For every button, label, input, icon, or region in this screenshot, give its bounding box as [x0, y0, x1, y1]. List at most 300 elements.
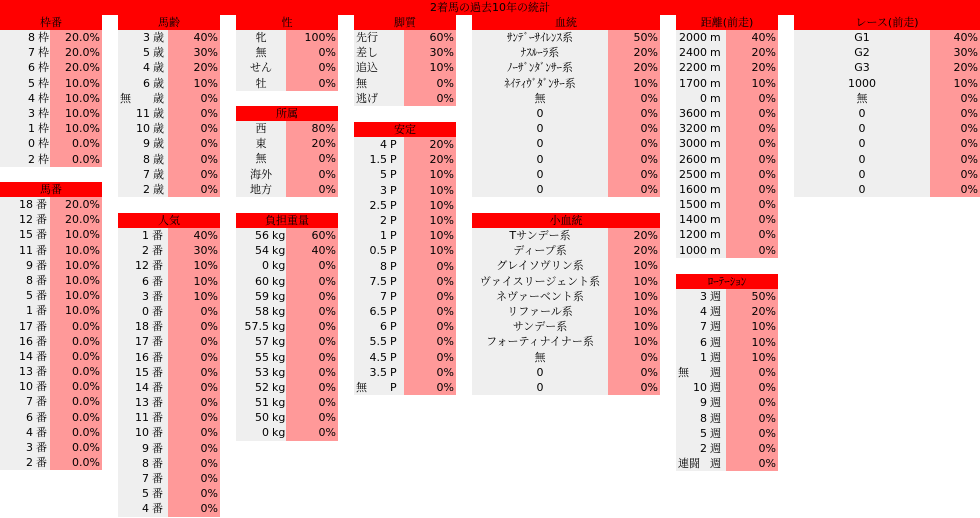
row-label [676, 243, 726, 258]
row-label [0, 379, 50, 394]
table-row [676, 304, 778, 319]
row-value: 15 [19, 228, 33, 242]
row-unit: 番 [36, 334, 47, 348]
row-label [354, 289, 404, 304]
row-value: 9 [700, 396, 707, 410]
row-label [0, 334, 50, 349]
table-row [472, 106, 660, 121]
row-unit: 番 [36, 258, 47, 272]
row-percent: 0% [608, 91, 660, 106]
row-percent: 20.0% [50, 30, 102, 45]
row-label: サンデー系 [472, 319, 608, 334]
table-row [118, 441, 220, 456]
row-percent: 0% [726, 365, 778, 380]
row-percent: 0% [286, 151, 338, 166]
row-label [0, 197, 50, 212]
row-value: 15 [135, 365, 149, 379]
row-percent: 0% [726, 441, 778, 456]
row-percent: 0% [404, 91, 456, 106]
row-unit: 週 [710, 290, 721, 303]
row-percent: 0% [726, 456, 778, 471]
table-row [118, 60, 220, 75]
row-percent: 40% [286, 243, 338, 258]
row-label [236, 334, 286, 349]
row-percent: 0% [286, 365, 338, 380]
table-row [118, 501, 220, 516]
row-percent: 0% [168, 350, 220, 365]
table-row [236, 258, 338, 273]
row-label [354, 183, 404, 198]
table-row [472, 289, 660, 304]
row-label [118, 91, 168, 106]
table-row [0, 379, 102, 394]
row-label [676, 197, 726, 212]
row-label [676, 45, 726, 60]
table-sex [236, 15, 338, 91]
row-label [676, 335, 726, 350]
row-percent: 0% [726, 243, 778, 258]
row-percent: 0% [286, 258, 338, 273]
row-value: 3600 [679, 106, 707, 120]
row-label [0, 60, 50, 75]
row-unit: 番 [36, 456, 47, 470]
table-row [236, 121, 338, 136]
row-unit: 枠 [38, 61, 49, 75]
table-row [118, 167, 220, 182]
row-unit: P [390, 153, 397, 167]
row-unit: m [710, 228, 721, 242]
table-row [236, 243, 338, 258]
row-unit: P [390, 259, 397, 273]
row-label: 牝 [236, 30, 286, 45]
row-value: 7.5 [369, 274, 387, 288]
row-label [0, 136, 50, 151]
row-label: 追込 [354, 60, 404, 75]
row-percent: 0% [168, 441, 220, 456]
table-row [472, 30, 660, 45]
table-row [472, 45, 660, 60]
row-label: G3 [794, 60, 930, 75]
row-percent: 0% [608, 152, 660, 167]
row-label: 0 [794, 106, 930, 121]
row-value: 1400 [679, 213, 707, 227]
row-label [676, 426, 726, 441]
table-row [354, 137, 456, 152]
table-row [118, 395, 220, 410]
row-percent: 20% [286, 136, 338, 151]
row-percent: 10.0% [50, 227, 102, 242]
row-value: 1 [700, 350, 707, 364]
table-row [0, 394, 102, 409]
row-value: 14 [135, 380, 149, 394]
row-percent: 0% [168, 304, 220, 319]
row-label: 無 [236, 151, 286, 166]
table-row [118, 121, 220, 136]
row-unit: kg [272, 335, 286, 349]
table-row [236, 30, 338, 45]
row-label [0, 91, 50, 106]
row-value: 14 [19, 349, 33, 363]
row-percent: 0% [726, 395, 778, 410]
table-row [236, 289, 338, 304]
table-row [676, 197, 778, 212]
row-label [118, 319, 168, 334]
row-label: 無 [354, 76, 404, 91]
row-label [118, 350, 168, 365]
table-antei [354, 122, 456, 395]
row-label [118, 228, 168, 243]
row-value: 7 [142, 472, 149, 485]
table-row [236, 151, 338, 166]
row-label [0, 243, 50, 258]
row-percent: 10.0% [50, 273, 102, 288]
row-label [354, 350, 404, 365]
row-label [0, 319, 50, 334]
row-percent: 10.0% [50, 121, 102, 136]
row-label [0, 212, 50, 227]
table-row [0, 273, 102, 288]
row-label [236, 228, 286, 243]
table-row [676, 243, 778, 258]
table-row [236, 45, 338, 60]
row-label [236, 304, 286, 319]
table-row [0, 76, 102, 91]
row-percent: 0% [168, 152, 220, 167]
row-label [676, 365, 726, 380]
table-row [0, 303, 102, 318]
row-percent: 0% [726, 227, 778, 242]
table-row [354, 319, 456, 334]
row-percent: 50% [608, 30, 660, 45]
row-label: 無 [472, 350, 608, 365]
table-row [794, 167, 980, 182]
row-value: 2 [143, 182, 150, 196]
row-unit: 番 [36, 319, 47, 333]
row-label [354, 137, 404, 152]
row-unit: kg [272, 380, 286, 394]
row-percent: 10% [404, 183, 456, 198]
row-unit: 週 [710, 381, 721, 395]
table-row [472, 334, 660, 349]
row-unit: P [390, 244, 397, 258]
row-percent: 0.0% [50, 425, 102, 440]
row-value: 3.5 [369, 365, 387, 379]
row-value: 3 [700, 290, 707, 303]
row-label [0, 106, 50, 121]
row-unit: m [710, 76, 721, 90]
row-unit: 番 [152, 380, 163, 394]
row-label: 西 [236, 121, 286, 136]
row-label [118, 136, 168, 151]
row-percent: 0% [404, 289, 456, 304]
row-unit: 番 [36, 349, 47, 363]
row-label [236, 258, 286, 273]
row-label: 海外 [236, 167, 286, 182]
row-value: 2 [26, 456, 33, 470]
row-label [118, 182, 168, 197]
row-unit: kg [272, 350, 286, 364]
row-label [118, 30, 168, 45]
row-unit: 番 [36, 395, 47, 409]
row-unit: 週 [710, 396, 721, 410]
row-unit: 番 [152, 259, 163, 273]
table-row [676, 91, 778, 106]
row-label: 牡 [236, 76, 286, 91]
row-value: 1700 [679, 76, 707, 90]
table-row [472, 319, 660, 334]
row-value: 2600 [679, 152, 707, 166]
table-row [676, 395, 778, 410]
row-value: 2 [142, 244, 149, 258]
row-percent: 0% [726, 106, 778, 121]
row-percent: 0% [168, 425, 220, 440]
row-label: ネヴァーベント系 [472, 289, 608, 304]
row-label [0, 425, 50, 440]
row-percent: 0% [726, 91, 778, 106]
row-value: 57.5 [244, 320, 269, 334]
row-percent: 0% [726, 136, 778, 151]
row-percent: 20% [726, 60, 778, 75]
row-unit: 歳 [153, 46, 164, 60]
row-label [0, 121, 50, 136]
row-label [118, 395, 168, 410]
row-percent: 10% [404, 213, 456, 228]
row-value: 0 [700, 91, 707, 105]
row-unit: P [390, 213, 397, 227]
row-value: 8 [142, 456, 149, 470]
row-label [676, 152, 726, 167]
row-percent: 0.0% [50, 455, 102, 470]
row-percent: 0% [608, 167, 660, 182]
row-unit: 週 [710, 335, 721, 349]
row-value: 1 [28, 122, 35, 136]
row-unit: 番 [36, 304, 47, 318]
row-percent: 0% [930, 182, 980, 197]
row-unit: 週 [710, 350, 721, 364]
row-label [676, 304, 726, 319]
row-label: Tサンデー系 [472, 228, 608, 243]
row-label [0, 227, 50, 242]
row-percent: 0.0% [50, 349, 102, 364]
table-row [0, 410, 102, 425]
table-row [472, 258, 660, 273]
row-value: 1600 [679, 182, 707, 196]
table-row [676, 411, 778, 426]
row-label [236, 350, 286, 365]
row-unit: 番 [152, 456, 163, 470]
row-label [676, 227, 726, 242]
row-value: 6 [26, 410, 33, 424]
row-percent: 20.0% [50, 45, 102, 60]
row-percent: 30% [930, 45, 980, 60]
row-percent: 0% [404, 76, 456, 91]
row-value: 13 [19, 365, 33, 379]
table-row [676, 45, 778, 60]
row-unit: 番 [152, 472, 163, 485]
row-percent: 0% [168, 501, 220, 516]
table-row [354, 350, 456, 365]
table-row [676, 335, 778, 350]
row-label [236, 365, 286, 380]
row-percent: 40% [930, 30, 980, 45]
row-percent: 0% [286, 380, 338, 395]
row-label [354, 319, 404, 334]
table-row [0, 197, 102, 212]
row-label: 先行 [354, 30, 404, 45]
table-row [118, 243, 220, 258]
row-value: 16 [19, 334, 33, 348]
row-percent: 0% [168, 167, 220, 182]
row-unit: 番 [36, 365, 47, 379]
table-row [472, 350, 660, 365]
row-percent: 0% [726, 380, 778, 395]
row-value: 2400 [679, 46, 707, 60]
table-row [676, 441, 778, 456]
row-label [676, 167, 726, 182]
row-unit: 歳 [153, 31, 164, 44]
row-percent: 0% [168, 456, 220, 471]
row-unit: m [710, 91, 721, 105]
table-header: 性 [236, 15, 338, 30]
row-percent: 30% [168, 45, 220, 60]
row-value: 10 [693, 381, 707, 395]
row-value: 58 [255, 304, 269, 318]
row-percent: 0% [930, 121, 980, 136]
row-value: 6 [142, 274, 149, 288]
row-label [118, 365, 168, 380]
table-row [676, 319, 778, 334]
row-label [354, 213, 404, 228]
table-row [0, 91, 102, 106]
table-row [118, 30, 220, 45]
row-label [676, 289, 726, 304]
row-label [236, 274, 286, 289]
row-percent: 0% [726, 197, 778, 212]
row-label [676, 441, 726, 456]
row-percent: 10% [726, 319, 778, 334]
row-value: 8 [380, 259, 387, 273]
row-percent: 20% [608, 60, 660, 75]
row-unit: m [710, 152, 721, 166]
table-header: 負担重量 [236, 213, 338, 228]
row-label [118, 486, 168, 501]
table-row [676, 167, 778, 182]
row-label [236, 395, 286, 410]
row-unit: 枠 [38, 137, 49, 151]
row-percent: 10% [608, 304, 660, 319]
row-value: 11 [135, 411, 149, 425]
row-percent: 10.0% [50, 303, 102, 318]
row-unit: P [390, 365, 397, 379]
row-label [118, 410, 168, 425]
row-percent: 40% [726, 30, 778, 45]
row-percent: 0% [286, 334, 338, 349]
table-row [676, 380, 778, 395]
row-label [118, 289, 168, 304]
row-percent: 0% [726, 167, 778, 182]
row-unit: 枠 [38, 122, 49, 136]
row-label [118, 106, 168, 121]
row-value: 10 [136, 122, 150, 136]
row-value: 3 [142, 289, 149, 303]
table-row [0, 243, 102, 258]
row-unit: P [390, 183, 397, 197]
row-value: 1500 [679, 198, 707, 212]
row-label: 0 [794, 136, 930, 151]
row-value: 6 [143, 76, 150, 90]
row-value: 11 [19, 243, 33, 257]
table-row [472, 274, 660, 289]
table-row [118, 334, 220, 349]
row-unit: 番 [152, 304, 163, 318]
row-value: 5 [143, 46, 150, 60]
row-label [676, 136, 726, 151]
row-unit: 番 [36, 198, 47, 211]
table-row [354, 334, 456, 349]
row-percent: 30% [168, 243, 220, 258]
row-percent: 0% [608, 106, 660, 121]
row-value: 2 [380, 213, 387, 227]
row-percent: 0% [168, 410, 220, 425]
row-label [676, 411, 726, 426]
row-label [118, 471, 168, 486]
row-percent: 20.0% [50, 212, 102, 227]
table-row [676, 121, 778, 136]
row-unit: 番 [152, 274, 163, 288]
table-row [794, 121, 980, 136]
table-kyakushitsu [354, 15, 456, 106]
row-value: 無 [356, 381, 367, 394]
row-percent: 0% [286, 304, 338, 319]
table-header: 馬齢 [118, 15, 220, 30]
table-row [118, 319, 220, 334]
row-label [236, 425, 286, 440]
table-row [472, 243, 660, 258]
row-percent: 0% [930, 136, 980, 151]
table-weight [236, 213, 338, 441]
row-unit: 週 [710, 365, 721, 379]
row-percent: 10% [168, 258, 220, 273]
table-header: 血統 [472, 15, 660, 30]
table-row [0, 227, 102, 242]
row-unit: 週 [710, 320, 721, 334]
row-value: 11 [136, 106, 150, 120]
table-row [472, 60, 660, 75]
row-percent: 10% [608, 258, 660, 273]
row-label [236, 410, 286, 425]
row-value: 16 [135, 350, 149, 364]
table-row [354, 183, 456, 198]
row-label [118, 501, 168, 516]
row-unit: 番 [36, 441, 47, 454]
row-label: ディープ系 [472, 243, 608, 258]
row-value: 4.5 [369, 350, 387, 364]
table-row [676, 106, 778, 121]
table-rotation [676, 274, 778, 471]
row-value: 59 [255, 289, 269, 303]
row-unit: 番 [152, 411, 163, 425]
row-label [0, 303, 50, 318]
row-percent: 10% [168, 289, 220, 304]
table-header: 安定 [354, 122, 456, 137]
row-value: 52 [255, 380, 269, 394]
row-unit: 番 [152, 426, 163, 440]
row-percent: 0% [168, 486, 220, 501]
row-label: G2 [794, 45, 930, 60]
row-label: 1000 [794, 76, 930, 91]
row-percent: 0% [168, 91, 220, 106]
table-row [0, 319, 102, 334]
